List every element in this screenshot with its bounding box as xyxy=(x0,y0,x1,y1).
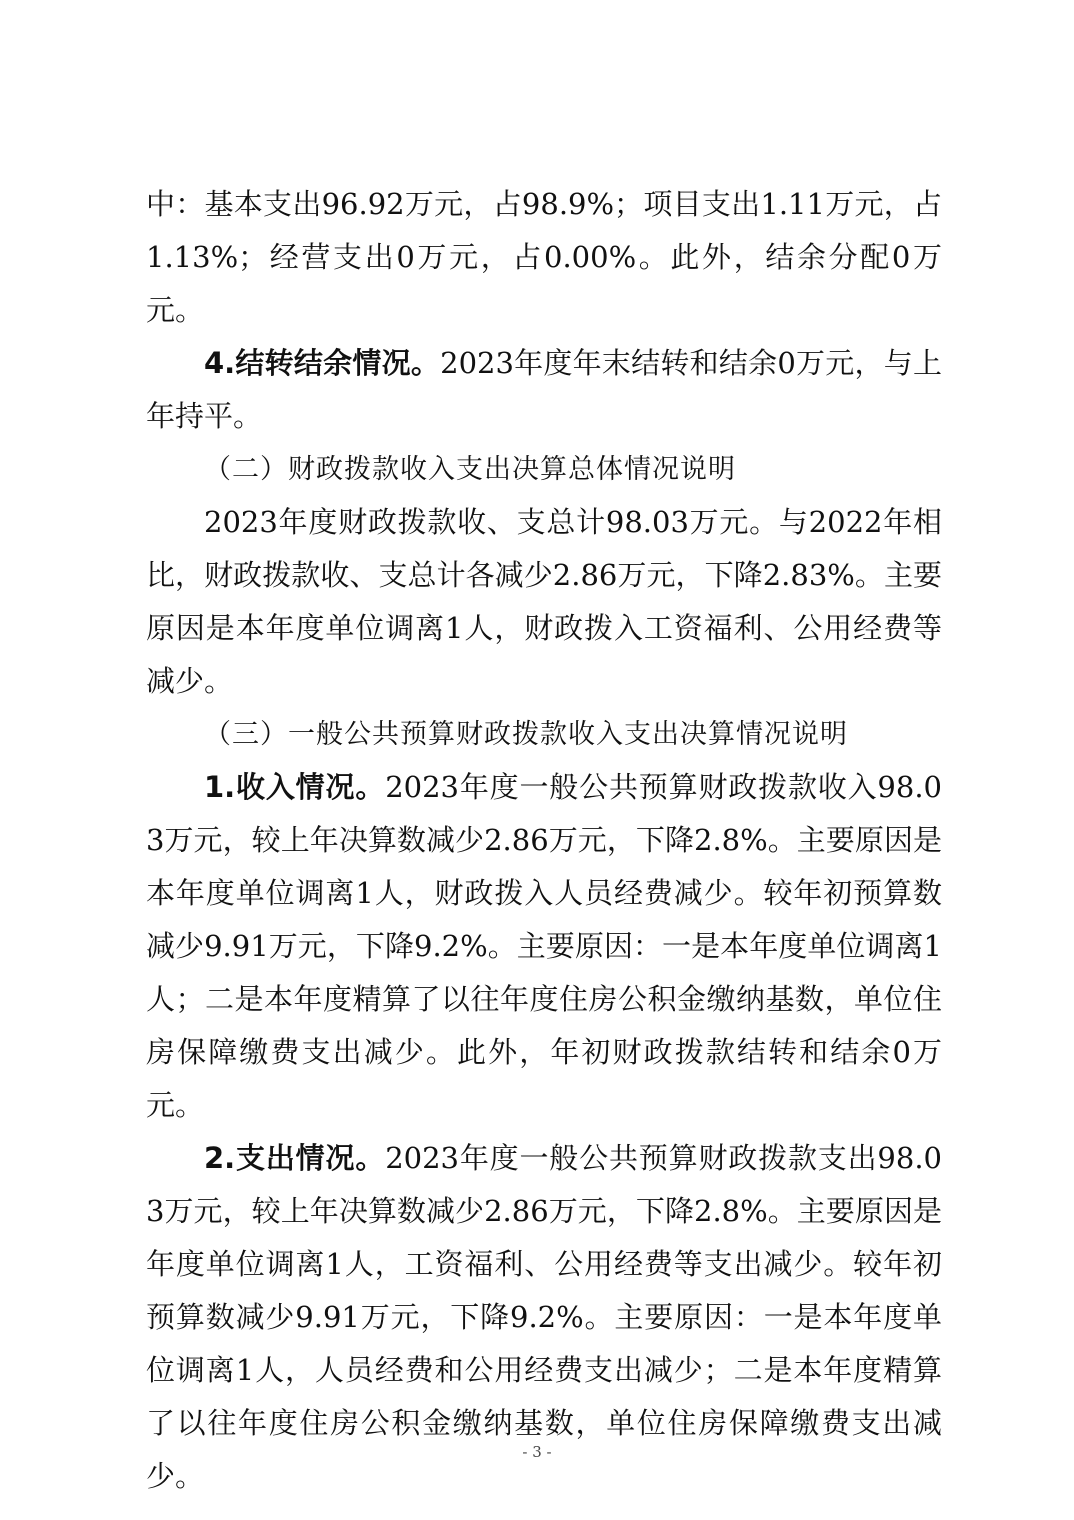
paragraph-income xyxy=(146,761,942,1132)
income-section-text: 2023年度一般公共预算财政拨款收入98.03万元，较上年决算数减少2.86万元，下降2.8%。主要原因是本年度单位调离1人，财政拨入人员经费减少。较年初预算数减少9.91万元，下降9.2%。主要原因：一是本年度单位调离1人；二是本年度精算了以往年度住房公积金缴纳基数，单位住房保障缴费支出减少。此外，年初财政拨款结转和结余0万元。 xyxy=(146,770,943,1122)
expenditure-section-lead: 2.支出情况。 xyxy=(204,1141,386,1175)
expenditure-section-text: 2023年度一般公共预算财政拨款支出98.03万元，较上年决算数减少2.86万元，下降2.8%。主要原因是年度单位调离1人，工资福利、公用经费等支出减少。较年初预算数减少9.91万元，下降9.2%。主要原因：一是本年度单位调离1人，人员经费和公用经费支出减少；二是本年度精算了以往年度住房公积金缴纳基数，单位住房保障缴费支出减少。 xyxy=(146,1141,943,1493)
section-heading-fiscal-appropriation: （二）财政拨款收入支出决算总体情况说明 xyxy=(204,454,736,485)
section-heading-general-public-budget: （三）一般公共预算财政拨款收入支出决算情况说明 xyxy=(204,719,848,750)
paragraph-fiscal-appropriation-total: 2023年度财政拨款收、支总计98.03万元。与2022年相比，财政拨款收、支总计各减少2.86万元，下降2.83%。主要原因是本年度单位调离1人，财政拨入工资福利、公用经费等减少。 xyxy=(146,505,942,698)
page-number: - 3 - xyxy=(522,1443,552,1461)
carryover-section-lead: 4.结转结余情况。 xyxy=(204,346,441,380)
carryover-section-text: 2023年度年末结转和结余0万元，与上年持平。 xyxy=(146,346,942,433)
document-body xyxy=(146,178,942,1503)
paragraph-expenditure-breakdown: 中：基本支出96.92万元，占98.9%；项目支出1.11万元，占1.13%；经营支出0万元，占0.00%。此外，结余分配0万元。 xyxy=(146,187,942,327)
paragraph-carryover-balance xyxy=(146,337,942,443)
income-section-lead: 1.收入情况。 xyxy=(204,770,386,804)
